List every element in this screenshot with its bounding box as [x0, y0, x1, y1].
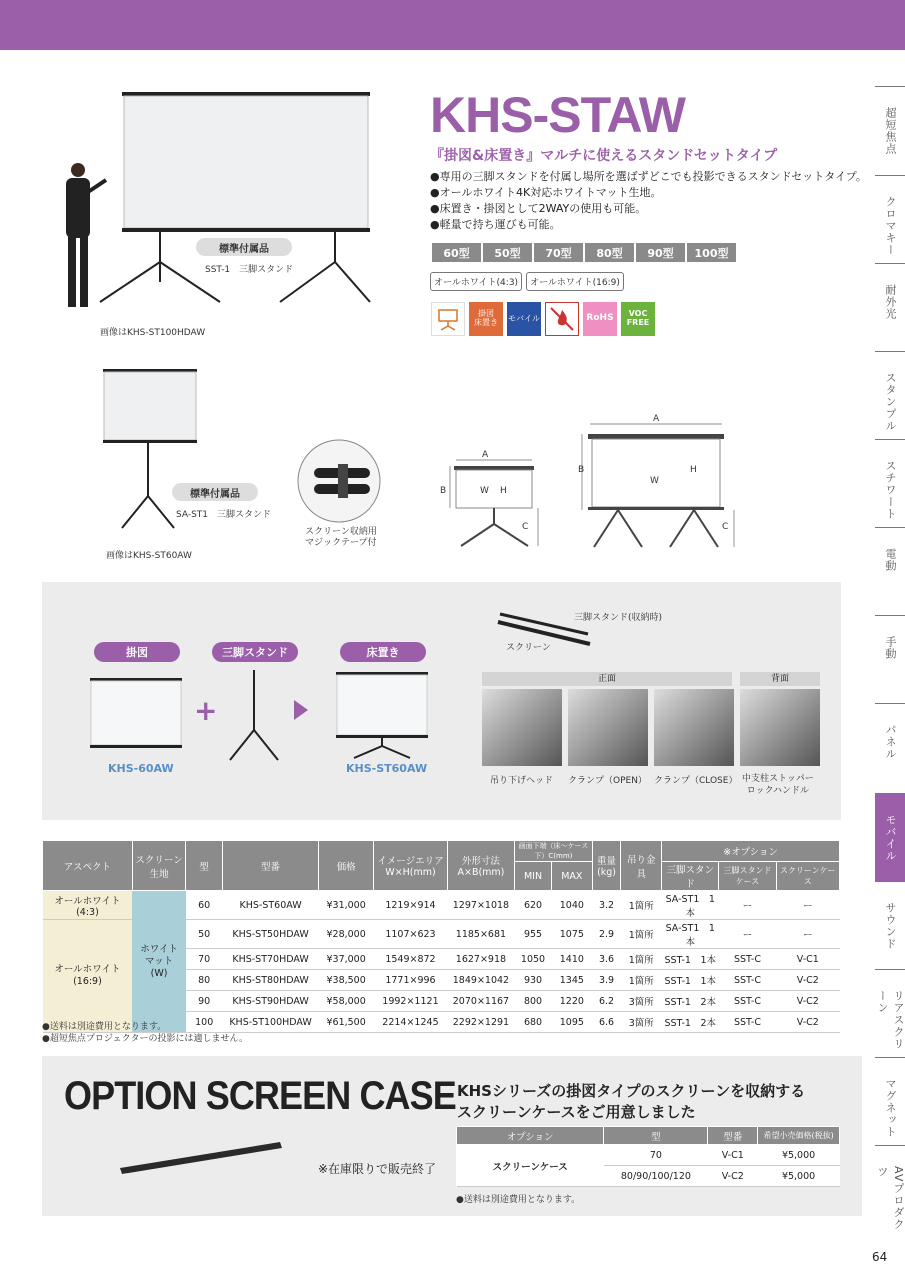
cell: V-C2 [776, 1012, 839, 1033]
dim-c-label: C [722, 522, 729, 532]
cell: 80 [186, 970, 223, 991]
col-opt-stand: 三脚スタンド [662, 862, 719, 891]
fabric-tag: オールホワイト(4:3) [430, 272, 522, 291]
cell: ¥5,000 [758, 1145, 840, 1166]
cell: 3箇所 [621, 1012, 662, 1033]
cell: 2070×1167 [447, 991, 514, 1012]
cell: KHS-ST70HDAW [223, 949, 319, 970]
cell: SST-C [719, 949, 776, 970]
cell: 680 [515, 1012, 552, 1033]
col-type: 型 [604, 1127, 708, 1145]
cell: ー [776, 891, 839, 920]
cell: 955 [515, 920, 552, 949]
feature-bullet: ●軽量で持ち運びも可能。 [430, 218, 561, 231]
accessory-label: 標準付属品 [172, 483, 258, 501]
photo-caption: 吊り下げヘッド [490, 776, 554, 786]
dimension-diagram-small [436, 446, 544, 550]
cell: 1箇所 [621, 970, 662, 991]
flame-retardant-icon [545, 302, 579, 336]
aspect-cell: オールホワイト (16:9) [43, 920, 133, 1033]
cell: 3.9 [592, 970, 621, 991]
cell: 50 [186, 920, 223, 949]
cell: 1992×1121 [374, 991, 448, 1012]
stored-stand-caption: 三脚スタンド(収納時) [574, 613, 663, 623]
accessory-label: 標準付属品 [196, 238, 292, 256]
floor-label: 床置き [340, 642, 426, 662]
option-lead: KHSシリーズの掛図タイプのスクリーンを収納する [457, 1082, 806, 1100]
size-badge: 50型 [483, 243, 532, 262]
option-note: ●送料は別途費用となります。 [456, 1195, 581, 1205]
page-number: 64 [872, 1250, 888, 1264]
cell: ¥61,500 [319, 1012, 374, 1033]
col-option: オプション [457, 1127, 604, 1145]
feature-bullet: ●床置き・掛図として2WAYの使用も可能。 [430, 202, 647, 215]
cell: KHS-ST50HDAW [223, 920, 319, 949]
hang-label: 掛図 [94, 642, 180, 662]
cell: 1040 [551, 891, 592, 920]
image-caption: 画像はKHS-ST100HDAW [100, 328, 206, 338]
col-model: 型番 [708, 1127, 758, 1145]
cell: 1627×918 [447, 949, 514, 970]
stand-screen-icon [431, 302, 465, 336]
col-model: 型番 [223, 841, 319, 891]
image-caption: 画像はKHS-ST60AW [106, 551, 192, 561]
cell: 1050 [515, 949, 552, 970]
col-price: 価格 [319, 841, 374, 891]
cell: SST-1 1本 [662, 970, 719, 991]
size-badge: 70型 [534, 243, 583, 262]
side-tab[interactable]: 超短焦点 [875, 86, 905, 175]
note: ●超短焦点プロジェクターの投影には適しません。 [42, 1034, 249, 1044]
col-option: ※オプション [662, 841, 840, 862]
cell: 60 [186, 891, 223, 920]
table-row [43, 891, 840, 920]
col-opt-screen-case: スクリーンケース [776, 862, 839, 891]
cell: 1095 [551, 1012, 592, 1033]
screen-caption: スクリーン [506, 643, 551, 653]
side-tab[interactable]: AVプロダクツ [875, 1145, 905, 1233]
dim-w-label: W [650, 476, 659, 486]
fabric-tags [430, 272, 624, 291]
option-table [456, 1126, 840, 1187]
cell: 2.9 [592, 920, 621, 949]
cell: ¥38,500 [319, 970, 374, 991]
dim-a-label: A [653, 414, 660, 424]
spec-table [42, 840, 840, 1033]
col-outer: 外形寸法 A×B(mm) [447, 841, 514, 891]
cell: スクリーンケース [457, 1145, 604, 1187]
side-tab[interactable]: リアスクリーン [875, 969, 905, 1057]
cell: SA-ST1 1本 [662, 920, 719, 949]
cell: KHS-ST60AW [223, 891, 319, 920]
size-badge: 90型 [636, 243, 685, 262]
cell: SST-1 1本 [662, 949, 719, 970]
product-title: KHS-STAW [430, 87, 685, 143]
photo-caption: 中支柱ストッパー ロックハンドル [742, 774, 814, 796]
cell: 1345 [551, 970, 592, 991]
cell: 3.6 [592, 949, 621, 970]
hang-screen-image [88, 674, 184, 754]
front-header: 正面 [482, 672, 732, 686]
side-tab[interactable]: 手動 [875, 615, 905, 703]
cell: 1075 [551, 920, 592, 949]
note: ●送料は別途費用となります。 [42, 1022, 167, 1032]
cell: 1297×1018 [447, 891, 514, 920]
velcro-detail-image [296, 438, 382, 524]
model-label: KHS-60AW [108, 762, 174, 775]
col-hanger: 吊り金具 [621, 841, 662, 891]
cell: 1185×681 [447, 920, 514, 949]
stand-caption: SST-1 三脚スタンド [205, 265, 294, 275]
photo-caption: クランプ（OPEN） [568, 776, 647, 786]
side-tab[interactable]: スタンプル [875, 351, 905, 439]
cell: 1箇所 [621, 949, 662, 970]
dim-a-label: A [482, 450, 489, 460]
detail-photo [654, 689, 734, 766]
stand-caption: SA-ST1 三脚スタンド [176, 510, 272, 520]
floor-screen-image [334, 668, 430, 760]
cell: SA-ST1 1本 [662, 891, 719, 920]
velcro-caption: スクリーン収納用 マジックテープ付 [305, 527, 377, 548]
product-image-large [40, 82, 380, 322]
side-tab[interactable]: 電動 [875, 527, 905, 615]
tripod-stand-image [224, 668, 284, 762]
cell: 800 [515, 991, 552, 1012]
photo-caption: クランプ（CLOSE） [654, 776, 738, 786]
side-tab[interactable]: マグネット [875, 1057, 905, 1145]
size-badge: 60型 [432, 243, 481, 262]
cell: SST-C [719, 991, 776, 1012]
col-opt-stand-case: 三脚スタンドケース [719, 862, 776, 891]
detail-photo [482, 689, 562, 766]
feature-bullet: ●専用の三脚スタンドを付属し場所を選ばずどこでも投影できるスタンドセットタイプ。 [430, 170, 867, 183]
option-lead: スクリーンケースをご用意しました [457, 1103, 696, 1121]
cell: 90 [186, 991, 223, 1012]
dimension-diagram-large [576, 412, 742, 552]
cell: ¥28,000 [319, 920, 374, 949]
fabric-cell: ホワイト マット (W) [132, 891, 185, 1033]
cell: KHS-ST80HDAW [223, 970, 319, 991]
cell: 930 [515, 970, 552, 991]
cell: ¥31,000 [319, 891, 374, 920]
cell: V-C1 [776, 949, 839, 970]
dim-w-label: W [480, 486, 489, 496]
cell: 1107×623 [374, 920, 448, 949]
cell: 1549×872 [374, 949, 448, 970]
plus-icon: + [194, 694, 218, 727]
col-price: 希望小売価格(税抜) [758, 1127, 840, 1145]
dim-h-label: H [500, 486, 507, 496]
cell: 1箇所 [621, 891, 662, 920]
arrow-right-icon [292, 698, 310, 722]
cell: ¥37,000 [319, 949, 374, 970]
cell: 80/90/100/120 [604, 1166, 708, 1187]
dim-b-label: B [578, 465, 585, 475]
option-title: OPTION SCREEN CASE [64, 1074, 456, 1118]
aspect-cell: オールホワイト(4:3) [43, 891, 133, 920]
side-tab[interactable]: パネル [875, 703, 905, 793]
size-list [432, 243, 736, 262]
cell: ¥58,000 [319, 991, 374, 1012]
dim-c-label: C [522, 522, 529, 532]
cell: 6.2 [592, 991, 621, 1012]
cell: SST-C [719, 1012, 776, 1033]
cell: 2292×1291 [447, 1012, 514, 1033]
cell: 1849×1042 [447, 970, 514, 991]
hang-floor-icon: 掛図 床置き [469, 302, 503, 336]
cell: 3箇所 [621, 991, 662, 1012]
cell: 1771×996 [374, 970, 448, 991]
col-height: 画面下端（床〜ケース下）C(mm) [515, 841, 593, 862]
back-header: 背面 [740, 672, 820, 686]
cell: ー [776, 920, 839, 949]
end-of-sale-note: ※在庫限りで販売終了 [318, 1162, 437, 1176]
cell: 3.2 [592, 891, 621, 920]
col-fabric: スクリーン 生地 [132, 841, 185, 891]
fabric-tag: オールホワイト(16:9) [526, 272, 624, 291]
cell: ー [719, 920, 776, 949]
cell: V-C1 [708, 1145, 758, 1166]
cell: 2214×1245 [374, 1012, 448, 1033]
screen-case-image [114, 1132, 286, 1178]
cell: 70 [186, 949, 223, 970]
cell: SST-C [719, 970, 776, 991]
cell: KHS-ST100HDAW [223, 1012, 319, 1033]
cell: 1220 [551, 991, 592, 1012]
col-weight: 重量 (kg) [592, 841, 621, 891]
mobile-icon: モバイル [507, 302, 541, 336]
rohs-icon: RoHS [583, 302, 617, 336]
side-tab[interactable]: 耐外光 [875, 263, 905, 351]
cell: 1箇所 [621, 920, 662, 949]
cell: SST-1 2本 [662, 1012, 719, 1033]
feature-bullet: ●オールホワイト4K対応ホワイトマット生地。 [430, 186, 662, 199]
dim-h-label: H [690, 465, 697, 475]
side-tab[interactable]: サウンド [875, 881, 905, 969]
side-tab[interactable]: クロマキー [875, 175, 905, 263]
product-subtitle: 『掛図&床置き』マルチに使えるスタンドセットタイプ [430, 148, 778, 164]
cell: V-C2 [708, 1166, 758, 1187]
side-tab[interactable]: スチワート [875, 439, 905, 527]
size-badge: 80型 [585, 243, 634, 262]
model-label: KHS-ST60AW [346, 762, 428, 775]
detail-photo [740, 689, 820, 766]
col-type: 型 [186, 841, 223, 891]
feature-icons [431, 302, 655, 336]
col-image-area: イメージエリア W×H(mm) [374, 841, 448, 891]
cell: V-C2 [776, 970, 839, 991]
stand-label: 三脚スタンド [212, 642, 298, 662]
cell: ー [719, 891, 776, 920]
side-tab-active[interactable]: モバイル [875, 793, 905, 881]
detail-photo [568, 689, 648, 766]
cell: 1410 [551, 949, 592, 970]
cell: 6.6 [592, 1012, 621, 1033]
cell: 70 [604, 1145, 708, 1166]
size-badge: 100型 [687, 243, 736, 262]
cell: SST-1 2本 [662, 991, 719, 1012]
col-aspect: アスペクト [43, 841, 133, 891]
cell: 620 [515, 891, 552, 920]
table-row [457, 1145, 840, 1166]
cell: ¥5,000 [758, 1166, 840, 1187]
cell: 100 [186, 1012, 223, 1033]
voc-free-icon: VOC FREE [621, 302, 655, 336]
col-min: MIN [515, 862, 552, 891]
cell: 1219×914 [374, 891, 448, 920]
cell: KHS-ST90HDAW [223, 991, 319, 1012]
dim-b-label: B [440, 486, 447, 496]
cell: V-C2 [776, 991, 839, 1012]
header-bar [0, 0, 905, 50]
spec-notes [42, 1021, 248, 1045]
col-max: MAX [551, 862, 592, 891]
